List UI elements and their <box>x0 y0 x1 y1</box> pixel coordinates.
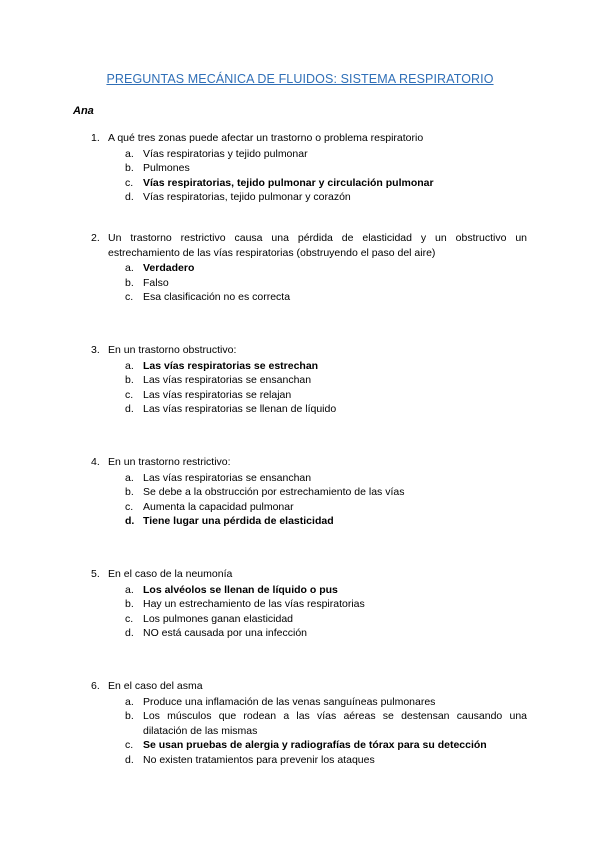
option-1c <box>125 176 527 191</box>
question-text: En un trastorno obstructivo: <box>108 344 237 356</box>
option-1b <box>125 161 527 176</box>
option-letter: d. <box>125 403 134 416</box>
option-5c <box>125 612 527 627</box>
option-text: Pulmones <box>143 162 190 175</box>
option-letter: d. <box>125 515 135 528</box>
option-2c <box>125 290 527 305</box>
option-letter: b. <box>125 486 134 499</box>
option-text-correct: Los alvéolos se llenan de líquido o pus <box>143 583 338 596</box>
option-4b <box>125 485 527 500</box>
option-text: Las vías respiratorias se ensanchan <box>143 471 312 484</box>
document-title: PREGUNTAS MECÁNICA DE FLUIDOS: SISTEMA RESPIRATORIO <box>106 72 494 86</box>
option-text: Las vías respiratorias se relajan <box>143 388 292 401</box>
option-5b <box>125 597 527 612</box>
question-text: En el caso del asma <box>108 680 203 692</box>
author-name: Ana <box>73 105 94 117</box>
option-2a <box>125 261 527 276</box>
option-3d <box>125 402 527 417</box>
question-5 <box>91 567 527 641</box>
option-letter: d. <box>125 191 134 204</box>
option-letter: a. <box>125 359 134 372</box>
option-text: Falso <box>143 276 169 289</box>
option-text-correct: Se usan pruebas de alergia y radiografías de tórax para su detección <box>143 739 487 752</box>
option-text: Las vías respiratorias se llenan de líquido <box>143 403 337 416</box>
question-text: Un trastorno restrictivo causa una pérdida de elasticidad y un obstructivo un estrechamiento de las vías respiratorias (obstruyendo el paso del aire) <box>108 232 527 259</box>
option-letter: a. <box>125 471 134 484</box>
option-letter: b. <box>125 162 134 175</box>
option-text-correct: Las vías respiratorias se estrechan <box>143 359 319 372</box>
option-text: No existen tratamientos para prevenir los ataques <box>143 753 375 766</box>
option-3b <box>125 373 527 388</box>
question-4 <box>91 455 527 529</box>
question-number: 5. <box>91 568 100 580</box>
option-letter: c. <box>125 500 134 513</box>
option-6d <box>125 753 527 768</box>
option-text-correct: Verdadero <box>143 262 195 275</box>
question-3 <box>91 343 527 417</box>
option-6a <box>125 695 527 710</box>
option-text: Aumenta la capacidad pulmonar <box>143 500 294 513</box>
option-text: Los músculos que rodean a las vías aéreas se destensan causando una dilatación de las mismas <box>143 710 527 737</box>
option-text-correct: Tiene lugar una pérdida de elasticidad <box>143 515 334 528</box>
option-1a <box>125 147 527 162</box>
option-4c <box>125 500 527 515</box>
option-letter: a. <box>125 695 134 708</box>
option-1d <box>125 190 527 205</box>
option-letter: b. <box>125 374 134 387</box>
option-letter: c. <box>125 739 134 752</box>
option-6c <box>125 738 527 753</box>
option-letter: b. <box>125 276 134 289</box>
option-4a <box>125 471 527 486</box>
option-text: Produce una inflamación de las venas sanguíneas pulmonares <box>143 695 436 708</box>
question-number: 6. <box>91 680 100 692</box>
question-number: 1. <box>91 132 100 144</box>
option-3c <box>125 388 527 403</box>
question-number: 2. <box>91 232 100 244</box>
option-4d <box>125 514 527 529</box>
option-3a <box>125 359 527 374</box>
question-number: 3. <box>91 344 100 356</box>
option-letter: c. <box>125 612 134 625</box>
option-text: Los pulmones ganan elasticidad <box>143 612 294 625</box>
question-text: En el caso de la neumonía <box>108 568 233 580</box>
question-1 <box>91 131 527 205</box>
option-text: Vías respiratorias, tejido pulmonar y corazón <box>143 191 351 204</box>
option-letter: b. <box>125 710 134 723</box>
question-6 <box>91 679 527 768</box>
question-text: En un trastorno restrictivo: <box>108 456 231 468</box>
option-text: Vías respiratorias y tejido pulmonar <box>143 147 308 160</box>
question-number: 4. <box>91 456 100 468</box>
option-letter: b. <box>125 598 134 611</box>
option-text: Esa clasificación no es correcta <box>143 291 291 304</box>
option-letter: c. <box>125 291 134 304</box>
option-text-correct: Vías respiratorias, tejido pulmonar y circulación pulmonar <box>143 176 434 189</box>
option-text: Hay un estrechamiento de las vías respiratorias <box>143 598 365 611</box>
option-text: Las vías respiratorias se ensanchan <box>143 374 312 387</box>
option-letter: c. <box>125 176 134 189</box>
option-letter: a. <box>125 262 134 275</box>
option-letter: c. <box>125 388 134 401</box>
option-text: Se debe a la obstrucción por estrechamiento de las vías <box>143 486 405 499</box>
option-letter: d. <box>125 627 134 640</box>
option-5a <box>125 583 527 598</box>
question-text: A qué tres zonas puede afectar un trastorno o problema respiratorio <box>108 132 424 144</box>
option-text: NO está causada por una infección <box>143 627 308 640</box>
option-letter: d. <box>125 753 134 766</box>
option-letter: a. <box>125 583 134 596</box>
option-2b <box>125 276 527 291</box>
option-5d <box>125 626 527 641</box>
option-6b <box>125 709 527 738</box>
option-letter: a. <box>125 147 134 160</box>
question-2 <box>91 231 527 305</box>
